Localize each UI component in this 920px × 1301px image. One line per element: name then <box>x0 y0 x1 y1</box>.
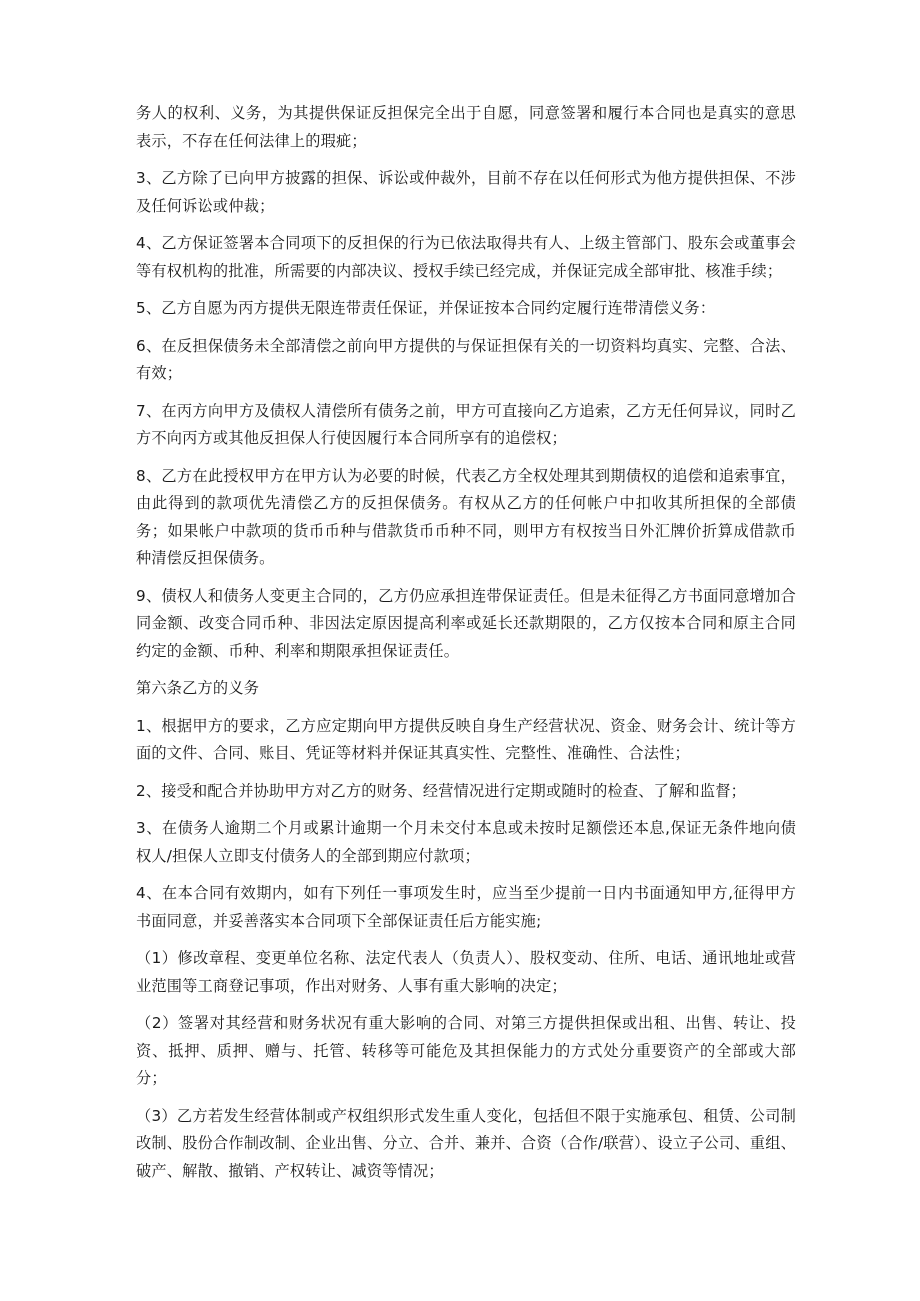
paragraph-item-5: 5、乙方自愿为丙方提供无限连带责任保证，并保证按本合同约定履行连带清偿义务： <box>136 299 716 317</box>
document-body <box>136 100 796 1195</box>
paragraph-item-6: 6、在反担保债务未全部清偿之前向甲方提供的与保证担保有关的一切资料均真实、完整、合法、有效； <box>136 336 796 382</box>
section-heading-article-6: 第六条乙方的义务 <box>136 679 260 697</box>
paragraph-subitem-2: （2）签署对其经营和财务状况有重大影响的合同、对第三方提供担保或出租、出售、转让、投资、抵押、质押、赠与、托管、转移等可能危及其担保能力的方式处分重要资产的全部或大部分； <box>136 1014 796 1087</box>
paragraph-item-7: 7、在丙方向甲方及债权人清偿所有债务之前，甲方可直接向乙方追索，乙方无任何异议，同时乙方不向丙方或其他反担保人行使因履行本合同所享有的追偿权； <box>136 401 796 447</box>
paragraph-item-4: 4、乙方保证签署本合同项下的反担保的行为已依法取得共有人、上级主管部门、股东会或董事会等有权机构的批准，所需要的内部决议、授权手续已经完成，并保证完成全部审批、核准手续； <box>136 234 796 280</box>
paragraph-item-8: 8、乙方在此授权甲方在甲方认为必要的时候，代表乙方全权处理其到期债权的追偿和追索事宜，由此得到的款项优先清偿乙方的反担保债务。有权从乙方的任何帐户中扣收其所担保的全部债务；如果帐户中款项的货币币种与借款货币币种不同，则甲方有权按当日外汇牌价折算成借款币种清偿反担保债务。 <box>136 466 796 567</box>
paragraph-continuation: 务人的权利、义务，为其提供保证反担保完全出于自愿，同意签署和履行本合同也是真实的意思表示，不存在任何法律上的瑕疵； <box>136 104 796 150</box>
paragraph-obligation-1: 1、根据甲方的要求，乙方应定期向甲方提供反映自身生产经营状况、资金、财务会计、统计等方面的文件、合同、账目、凭证等材料并保证其真实性、完整性、准确性、合法性； <box>136 716 796 762</box>
paragraph-subitem-3: （3）乙方若发生经营体制或产权组织形式发生重人变化，包括但不限于实施承包、租赁、公司制改制、股份合作制改制、企业出售、分立、合并、兼并、合资（合作/联营）、设立子公司、重组、破产、解散、撤销、产权转让、减资等情况； <box>136 1106 796 1180</box>
paragraph-item-9: 9、债权人和债务人变更主合同的，乙方仍应承担连带保证责任。但是未征得乙方书面同意增加合同金额、改变合同币种、非因法定原因提高利率或延长还款期限的，乙方仅按本合同和原主合同约定的金额、币种、利率和期限承担保证责任。 <box>136 586 796 660</box>
paragraph-obligation-2: 2、接受和配合并协助甲方对乙方的财务、经营情况进行定期或随时的检查、了解和监督； <box>136 781 746 800</box>
paragraph-subitem-1: （1）修改章程、变更单位名称、法定代表人（负责人）、股权变动、住所、电话、通讯地址或营业范围等工商登记事项，作出对财务、人事有重大影响的决定； <box>136 949 796 995</box>
paragraph-obligation-4: 4、在本合同有效期内，如有下列任一事项发生时，应当至少提前一日内书面通知甲方,征得甲方书面同意，并妥善落实本合同项下全部保证责任后方能实施; <box>136 884 796 930</box>
paragraph-obligation-3: 3、在债务人逾期二个月或累计逾期一个月未交付本息或未按时足额偿还本息,保证无条件地向债权人/担保人立即支付债务人的全部到期应付款项； <box>136 819 796 865</box>
paragraph-item-3: 3、乙方除了已向甲方披露的担保、诉讼或仲裁外，目前不存在以任何形式为他方提供担保、不涉及任何诉讼或仲裁； <box>136 169 796 215</box>
